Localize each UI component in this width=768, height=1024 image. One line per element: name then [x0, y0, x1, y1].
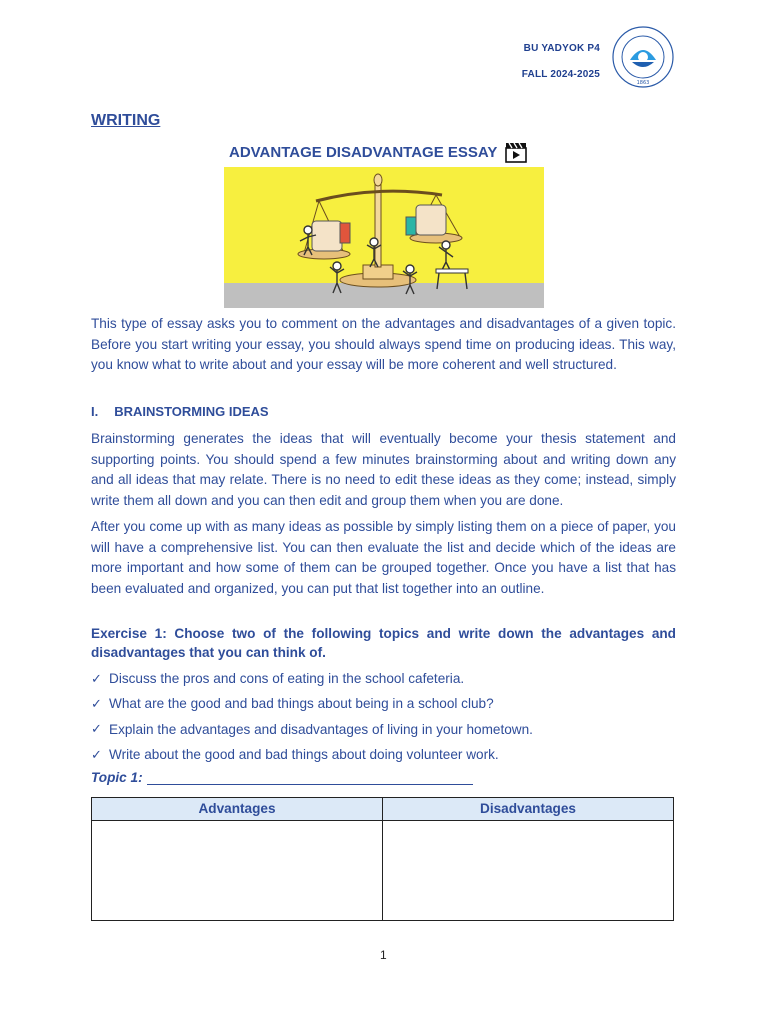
list-item: [91, 666, 676, 691]
topic-list: [91, 666, 676, 767]
advantages-header: Advantages: [198, 801, 276, 816]
topic-label: Topic 1:: [91, 770, 143, 785]
course-code: BU YADYOK P4: [523, 43, 600, 54]
svg-text:1863: 1863: [636, 80, 650, 86]
topic-text: Write about the good and bad things about doing volunteer work.: [109, 747, 499, 763]
checkmark-icon: ✓: [91, 670, 102, 686]
topic-field: [91, 769, 473, 785]
topic-text: Discuss the pros and cons of eating in the school cafeteria.: [109, 671, 465, 687]
essay-title: [229, 141, 527, 163]
advantages-cell[interactable]: [92, 821, 382, 921]
checkmark-icon: ✓: [91, 746, 102, 762]
term-label: FALL 2024-2025: [521, 69, 600, 80]
table-row: [92, 821, 673, 921]
heading-number: I.: [91, 404, 99, 419]
checkmark-icon: ✓: [91, 721, 102, 737]
brainstorm-paragraph-1: Brainstorming generates the ideas that will eventually become your thesis statement and supporting points. You should spend a few minutes brainstorming about and writing down any and all ideas that may relate. There is no need to edit these ideas as they come; instead, simply write them all down and you can then edit and group them when you are done.: [91, 431, 676, 508]
balance-scale-illustration: [224, 167, 544, 308]
university-seal-icon: [612, 26, 674, 88]
disadvantages-cell[interactable]: [382, 821, 673, 921]
page-number: 1: [380, 948, 387, 962]
section-heading: [91, 404, 269, 419]
intro-paragraph: This type of essay asks you to comment on the advantages and disadvantages of a given topic. Before you start writing your essay, you should always spend time on producing ideas. This way, you know what to write about and your essay will be more coherent and well structured.: [91, 316, 676, 373]
advantages-table: [91, 797, 674, 921]
checkmark-icon: ✓: [91, 695, 102, 711]
exercise-instruction: Exercise 1: Choose two of the following topics and write down the advantages and disadvantages that you can think of.: [91, 626, 676, 660]
disadvantages-header: Disadvantages: [382, 798, 673, 820]
essay-title-text: ADVANTAGE DISADVANTAGE ESSAY: [229, 143, 498, 161]
video-clapper-icon[interactable]: [505, 141, 527, 163]
list-item: [91, 742, 676, 767]
heading-text: BRAINSTORMING IDEAS: [114, 404, 269, 419]
list-item: [91, 717, 676, 742]
topic-blank-line[interactable]: [147, 769, 473, 785]
table-header-row: [92, 798, 673, 821]
list-item: [91, 691, 676, 716]
brainstorm-paragraph-2: After you come up with as many ideas as possible by simply listing them on a piece of paper, you will have a comprehensive list. You can then evaluate the list and decide which of the ideas are more important and how some of them can be grouped together. Once you have a list that has been evaluated and organized, you can put that list together into an outline.: [91, 519, 676, 596]
section-title: WRITING: [91, 112, 161, 129]
topic-text: Explain the advantages and disadvantages of living in your hometown.: [109, 721, 533, 737]
topic-text: What are the good and bad things about being in a school club?: [109, 696, 494, 712]
